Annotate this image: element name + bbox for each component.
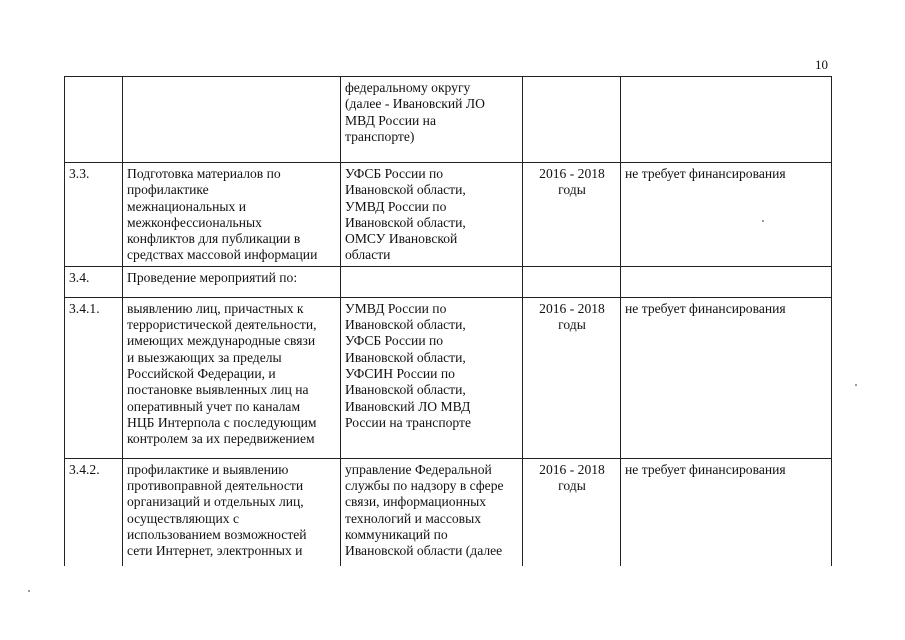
executors-line: транспорте)	[345, 128, 415, 144]
executors-line: России на транспорте	[345, 414, 471, 430]
table-row	[65, 266, 832, 297]
item-number-cell: 3.4.1.	[65, 297, 123, 458]
event-line: межконфессиональных	[127, 214, 262, 230]
event-line: постановке выявленных лиц на	[127, 382, 309, 398]
event-line: контролем за их передвижением	[127, 431, 315, 447]
event-line: организаций и отдельных лиц,	[127, 494, 304, 510]
executors-line: технологий и массовых	[345, 510, 482, 526]
term-cell	[523, 266, 621, 297]
executors-line: Ивановской области,	[345, 214, 466, 230]
table-row	[65, 163, 832, 267]
term-line: годы	[558, 317, 586, 333]
financing-cell	[621, 266, 832, 297]
executors-line: Ивановский ЛО МВД	[345, 398, 471, 414]
event-line: профилактике	[127, 182, 209, 198]
financing-cell	[621, 77, 832, 163]
event-line: НЦБ Интерпола с последующим	[127, 414, 317, 430]
executors-line: области	[345, 247, 391, 263]
executors-line: УФСБ России по	[345, 166, 444, 181]
page-number: 10	[815, 57, 828, 72]
plan-table	[64, 76, 832, 566]
scan-speck	[762, 220, 764, 222]
executors-line: Ивановской области,	[345, 317, 466, 333]
event-line: Российской Федерации, и	[127, 365, 276, 381]
event-line: оперативный учет по каналам	[127, 398, 301, 414]
term-line: 2016 - 2018	[539, 461, 605, 477]
executors-line: Ивановской области (далее	[345, 543, 503, 559]
event-line: противоправной деятельности	[127, 478, 304, 494]
event-cell	[123, 266, 341, 297]
executors-line: Ивановской области,	[345, 349, 466, 365]
executors-line: УМВД России по	[345, 300, 447, 316]
executors-line: связи, информационных	[345, 494, 487, 510]
term-cell	[523, 77, 621, 163]
event-cell	[123, 458, 341, 566]
executors-line: Ивановской области,	[345, 182, 466, 198]
event-cell	[123, 297, 341, 458]
financing-cell: не требует финансирования	[621, 163, 832, 267]
executors-cell	[341, 77, 523, 163]
event-line: конфликтов для публикации в	[127, 231, 301, 247]
term-line: 2016 - 2018	[539, 166, 605, 181]
table-row	[65, 458, 832, 566]
event-line: средствах массовой информации	[127, 247, 318, 263]
event-cell	[123, 163, 341, 267]
item-number-cell: 3.4.	[65, 266, 123, 297]
event-line: Проведение мероприятий по:	[127, 269, 298, 285]
executors-line: управление Федеральной	[345, 461, 492, 477]
term-cell	[523, 458, 621, 566]
item-number-cell	[65, 77, 123, 163]
executors-line: федеральному округу	[345, 80, 471, 95]
executors-line: коммуникаций по	[345, 526, 448, 542]
event-line: осуществляющих с	[127, 510, 240, 526]
financing-cell: не требует финансирования	[621, 458, 832, 566]
scan-speck	[28, 590, 30, 592]
financing-cell: не требует финансирования	[621, 297, 832, 458]
event-line: Подготовка материалов по	[127, 166, 281, 181]
executors-line: УМВД России по	[345, 198, 447, 214]
event-cell	[123, 77, 341, 163]
event-line: межнациональных и	[127, 198, 246, 214]
item-number-cell: 3.3.	[65, 163, 123, 267]
term-line: годы	[558, 478, 586, 494]
event-line: использованием возможностей	[127, 526, 307, 542]
event-line: имеющих международные связи	[127, 333, 316, 349]
executors-line: (далее - Ивановский ЛО	[345, 96, 485, 112]
executors-cell	[341, 297, 523, 458]
event-line: и выезжающих за пределы	[127, 349, 282, 365]
executors-line: УФСИН России по	[345, 365, 455, 381]
table-row	[65, 77, 832, 163]
event-line: выявлению лиц, причастных к	[127, 300, 304, 316]
table-row	[65, 297, 832, 458]
event-line: сети Интернет, электронных и	[127, 543, 303, 559]
event-line: профилактике и выявлению	[127, 461, 289, 477]
item-number-cell: 3.4.2.	[65, 458, 123, 566]
executors-line: УФСБ России по	[345, 333, 444, 349]
executors-cell	[341, 163, 523, 267]
event-line: террористической деятельности,	[127, 317, 317, 333]
executors-cell	[341, 458, 523, 566]
term-line: 2016 - 2018	[539, 300, 605, 316]
scan-speck	[855, 384, 857, 386]
executors-cell	[341, 266, 523, 297]
executors-line: Ивановской области,	[345, 382, 466, 398]
term-cell	[523, 297, 621, 458]
term-cell	[523, 163, 621, 267]
executors-line: ОМСУ Ивановской	[345, 231, 458, 247]
term-line: годы	[558, 182, 586, 198]
executors-line: МВД России на	[345, 112, 436, 128]
executors-line: службы по надзору в сфере	[345, 478, 504, 494]
